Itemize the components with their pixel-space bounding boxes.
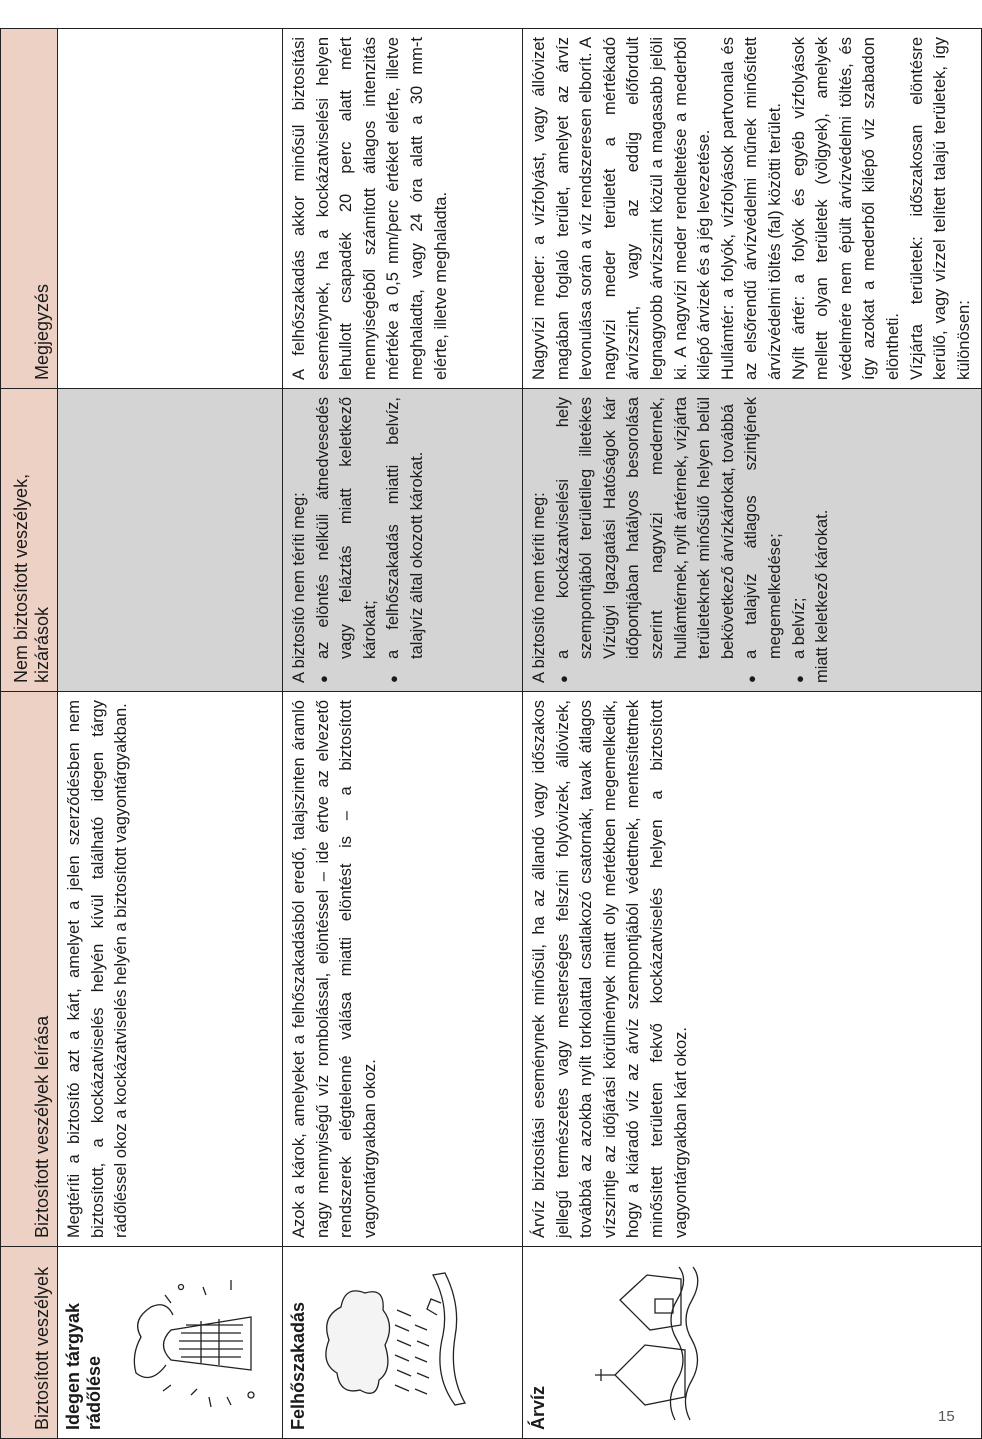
- hazard-cell: [58, 1247, 283, 1439]
- list-item: ● az elöntés nélküli átnedvesedés vagy feláztás miatt keletkező károkat;: [312, 397, 383, 683]
- exclusions-tail: miatt keletkező károkat.: [813, 509, 832, 683]
- description-text: Árvíz biztosítási eseménynek minősül, ha az állandó vagy időszakos jellegű természetes vagy mesterséges felszíni folyóvizek, állóvizek, továbbá az azokba nyílt torkolattal csatlakozó csatornák, tavak átlagos vízszintje az időjárási körülmények miatt oly mértékben megemelkedik, hogy a kiáradó víz az árvíz szempontjából védettnek, mentesítettnek minősített területen fekvő kockázatviselés helyen a biztosított vagyontárgyakban kárt okoz.: [530, 700, 690, 1238]
- header-row: [1, 29, 58, 1439]
- exclusions-list: [312, 397, 430, 683]
- header-megjegyzes: Megjegyzés: [1, 29, 58, 389]
- exclusions-list: [552, 397, 812, 683]
- page-number: 15: [938, 1408, 955, 1425]
- hazards-table: [0, 28, 982, 1439]
- note-text: Hullámtér: a folyók, vízfolyások partvonala és az elsőrendű árvízvédelmi műnek minősített árvízvédelmi töltés (fal) közötti terület.: [718, 37, 784, 380]
- hazard-name: Árvíz: [528, 1385, 548, 1430]
- note-cell: [523, 29, 982, 389]
- header-biztositott-veszelyek: Biztosított veszélyek: [1, 1247, 58, 1439]
- exclusions-intro: A biztosító nem téríti meg:: [530, 492, 548, 683]
- cloudburst-illustration: [315, 1260, 465, 1430]
- note-text: Nagyvízi meder: a vízfolyást, vagy állóvizet magában foglaló terület, amelyet az árvíz levonulása során a víz rendszeresen elborít. A nagyvízi meder területét a mértékadó árvízszint, vagy az eddig előfordult legnagyobb árvízszint közül a magasabb jelöli ki. A nagyvízi meder rendeltetése a mederből kilépő árvizek és a jég levezetése.: [530, 37, 714, 380]
- table-row: [283, 29, 523, 1439]
- list-item: ● a kockázatviselési hely szempontjából területileg illetékes Vízügyi Igazgatási Hatóságok kár időpontjában hatályos besorolása szerint nagyvízi medernek, hullámtérnek, nyílt ártérnek, vízjárta területeknek minősülő helyen belül bekövetkező árvízkárokat, továbbá: [552, 397, 741, 683]
- description-text: Megtéríti a biztosító azt a kárt, amelyet a jelen szerződésben nem biztosított, a kockázatviselés helyén kívül található idegen tárgy rádőléssel okoz a kockázatviselés helyén a biztosított vagyontárgyakban.: [65, 700, 131, 1238]
- note-text: A felhőszakadás akkor minősül biztosítási eseménynek, ha a kockázatviselési helyen lehullott csapadék 20 perc alatt mért mennyiségéből számított átlagos intenzitás mértéke a 0,5 mm/perc értéket elérte, illetve meghaladta, vagy 24 óra alatt a 30 mm-t elérte, illetve meghaladta.: [290, 37, 450, 380]
- exclusions-cell: [58, 389, 283, 692]
- header-leiras: Biztosított veszélyek leírása: [1, 692, 58, 1247]
- hazard-name: Felhőszakadás: [288, 1301, 308, 1430]
- table-row: [523, 29, 982, 1439]
- note-cell: [58, 29, 283, 389]
- exclusions-cell: [523, 389, 982, 692]
- note-cell: [283, 29, 523, 389]
- description-text: Azok a károk, amelyeket a felhőszakadásból eredő, talajszinten áramló nagy mennyiségű víz rombolással, elöntéssel – ide értve az elvezető rendszerek elégtelenné válása miatti elöntést is – a biztosított vagyontárgyakban okoz.: [290, 700, 379, 1238]
- table-row: [58, 29, 283, 1439]
- description-cell: [523, 692, 982, 1247]
- note-text: Vízjárta területek: időszakosan elöntésre kerülő, vagy vízzel telített talajú területek, így különösen:: [907, 37, 973, 380]
- exclusions-cell: [283, 389, 523, 692]
- exclusions-intro: A biztosító nem téríti meg:: [290, 492, 308, 683]
- list-item: ● a belvíz;: [788, 397, 812, 683]
- flood-illustration: [555, 1260, 705, 1430]
- list-item: ● a talajvíz átlagos szintjének megemelkedése;: [740, 397, 787, 683]
- description-cell: [58, 692, 283, 1247]
- falling-tree-illustration: [111, 1260, 261, 1430]
- note-text: Nyílt ártér: a folyók és egyéb vízfolyások mellett olyan területek (völgyek), amelyek védelmére nem épült árvízvédelmi töltés, és így azokat a mederből kilépő víz szabadon elöntheti.: [789, 37, 902, 380]
- header-kizarasok: Nem biztosított veszélyek, kizárások: [1, 389, 58, 692]
- hazard-cell: [283, 1247, 523, 1439]
- hazard-cell: [523, 1247, 982, 1439]
- list-item: ● a felhőszakadás miatti belvíz, talajvíz által okozott károkat.: [382, 397, 429, 683]
- description-cell: [283, 692, 523, 1247]
- hazard-name: Idegen tárgyak rádőlése: [63, 1302, 104, 1430]
